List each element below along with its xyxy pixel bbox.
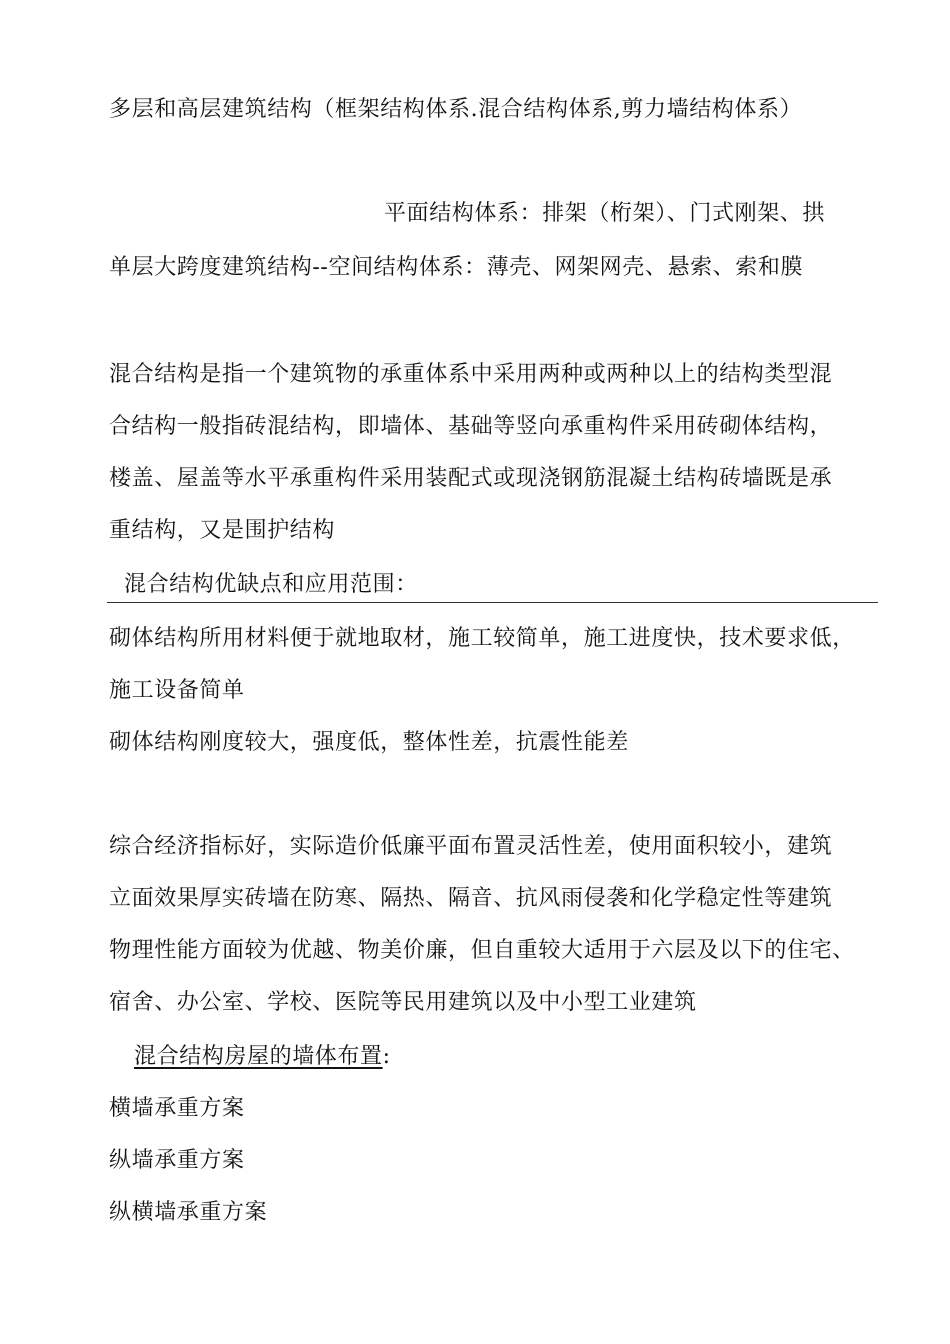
mixed-structure-definition-line-1: 混合结构是指一个建筑物的承重体系中采用两种或两种以上的结构类型混 — [109, 362, 833, 387]
economic-indicators-line-4: 宿舍、办公室、学校、医院等民用建筑以及中小型工业建筑 — [109, 990, 697, 1015]
wall-layout-heading-text: 混合结构房屋的墙体布置 — [134, 1044, 383, 1069]
section-divider — [107, 602, 878, 603]
planar-structure-system-line: 平面结构体系：排架（桁架）、门式刚架、拱 — [384, 201, 826, 226]
list-item-mixed-wall: 纵横墙承重方案 — [109, 1200, 268, 1225]
mixed-structure-definition-line-2: 合结构一般指砖混结构，即墙体、基础等竖向承重构件采用砖砌体结构， — [109, 414, 833, 439]
list-item-longitudinal-wall: 纵墙承重方案 — [109, 1148, 245, 1173]
single-storey-long-span-line: 单层大跨度建筑结构--空间结构体系：薄壳、网架网壳、悬索、索和膜 — [109, 255, 804, 280]
heading-multistorey-structures: 多层和高层建筑结构（框架结构体系.混合结构体系,剪力墙结构体系） — [109, 97, 803, 122]
section-heading-pros-cons: 混合结构优缺点和应用范围： — [124, 572, 418, 597]
section-heading-wall-layout — [134, 1042, 391, 1072]
mixed-structure-definition-line-4: 重结构，又是围护结构 — [109, 518, 336, 543]
masonry-advantages-line-2: 施工设备简单 — [109, 678, 245, 703]
wall-layout-heading-colon: : — [382, 1044, 391, 1069]
economic-indicators-line-3: 物理性能方面较为优越、物美价廉，但自重较大适用于六层及以下的住宅、 — [109, 938, 855, 963]
mixed-structure-definition-line-3: 楼盖、屋盖等水平承重构件采用装配式或现浇钢筋混凝土结构砖墙既是承 — [109, 466, 833, 491]
masonry-disadvantages-line: 砌体结构刚度较大，强度低，整体性差，抗震性能差 — [109, 730, 629, 755]
economic-indicators-line-1: 综合经济指标好，实际造价低廉平面布置灵活性差，使用面积较小，建筑 — [109, 834, 833, 859]
list-item-transverse-wall: 横墙承重方案 — [109, 1096, 245, 1121]
economic-indicators-line-2: 立面效果厚实砖墙在防寒、隔热、隔音、抗风雨侵袭和化学稳定性等建筑 — [109, 886, 833, 911]
masonry-advantages-line-1: 砌体结构所用材料便于就地取材，施工较简单，施工进度快，技术要求低， — [109, 626, 855, 651]
